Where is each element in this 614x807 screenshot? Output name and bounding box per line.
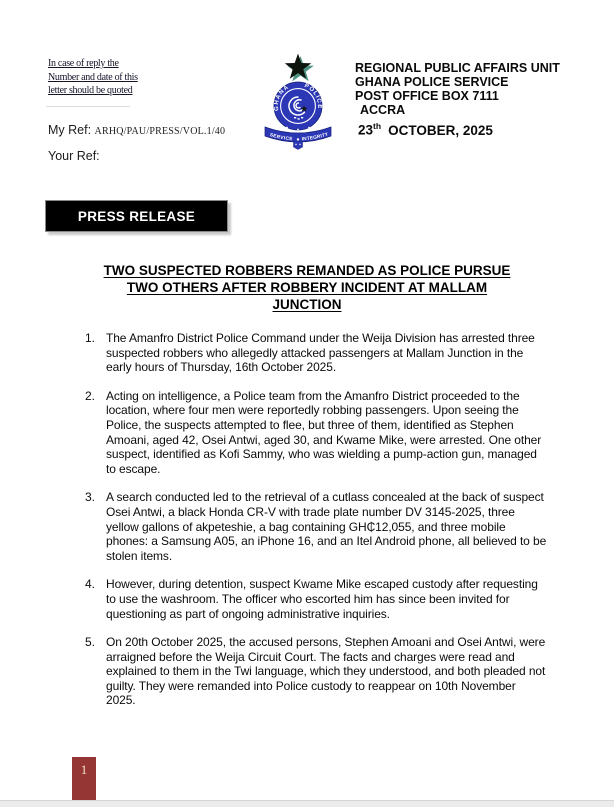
ring-dot (286, 127, 288, 129)
list-item (85, 577, 547, 621)
ribbon-tab (294, 141, 303, 150)
divider (46, 106, 130, 107)
unit-line: ACCRA (360, 103, 406, 117)
reply-note (48, 57, 138, 98)
ring-text-left: GHANA (273, 84, 291, 112)
my-ref-value: ARHQ/PAU/PRESS/VOL.1/40 (94, 126, 226, 137)
paragraph-text: A search conducted led to the retrieval of a cutlass concealed at the back of suspect Osei Antwi, a black Honda CR-V with trade plate number DV 3145-2025, three yellow gallons of akpeteshie, a bag containing GH₵12,055, and three mobile phones: a Samsung A05, an iPhone 16, and an Itel Android phone, all believed to be stolen items. (106, 490, 547, 563)
paragraph-text: On 20th October 2025, the accused persons, Stephen Amoani and Osei Antwi, were arraigned before the Weija Circuit Court. The facts and charges were read and explained to them in the Twi language, which they understood, and both pleaded not guilty. They were remanded into Police custody to reappear on 10th November 2025. (106, 635, 546, 708)
title-line: TWO OTHERS AFTER ROBBERY INCIDENT AT MALLAM (126, 280, 488, 295)
emblem-mark (298, 118, 300, 119)
unit-line: POST OFFICE BOX 7111 (355, 89, 499, 103)
list-item (85, 389, 547, 477)
paragraph-text: Acting on intelligence, a Police team from the Amanfro District proceeded to the location, where four men were reportedly robbing passengers. Upon seeing the Police, the suspects attempted to flee, but three of them, identified as Stephen Amoani, aged 42, Osei Antwi, aged 30, and Kwame Mike, were arrested. One other suspect, identified as Kofi Sammy, who was wielding a pump-action gun, managed to escape. (106, 388, 542, 476)
my-ref-label: My Ref: (48, 123, 92, 137)
list-item (85, 635, 547, 708)
ring-dot (308, 127, 310, 129)
your-ref-line: Your Ref: (48, 149, 100, 163)
paragraph-text: However, during detention, suspect Kwame Mike escaped custody after requesting to use the washroom. The officer who escorted him has since been invited for questioning as part of ongoing administrative inquiries. (106, 577, 538, 621)
banner-text-left: SERVICE (268, 132, 294, 143)
title-line: TWO SUSPECTED ROBBERS REMANDED AS POLICE PURSUE (103, 263, 511, 278)
tab-mark (295, 144, 296, 145)
banner-text-right: INTEGRITY (301, 132, 330, 143)
list-number: 1. (85, 331, 95, 345)
horizontal-scrollbar[interactable] (0, 800, 614, 807)
ghana-police-crest-logo (254, 51, 342, 151)
emblem-mark (294, 117, 296, 118)
crest-svg (254, 51, 342, 151)
date-day: 23 (358, 122, 374, 138)
list-number: 4. (85, 577, 95, 592)
ribbon-center-dot (297, 138, 299, 140)
title-line: JUNCTION (272, 297, 342, 312)
my-ref-line (48, 123, 225, 137)
list-number: 5. (85, 635, 95, 650)
reply-note-line: Number and date of this (48, 71, 138, 83)
list-item (85, 331, 547, 375)
date-rest: OCTOBER, 2025 (388, 122, 493, 138)
date-line (358, 121, 493, 138)
unit-line: GHANA POLICE SERVICE (355, 75, 509, 89)
unit-address-block (355, 61, 560, 117)
press-release-banner (45, 200, 228, 232)
unit-line: REGIONAL PUBLIC AFFAIRS UNIT (355, 61, 560, 75)
body-text (85, 331, 547, 722)
ring-dot (297, 129, 299, 131)
reply-note-line: In case of reply the (48, 58, 119, 69)
list-number: 3. (85, 490, 95, 505)
reply-note-line: letter should be quoted (48, 85, 133, 96)
page-number-badge: 1 (72, 757, 96, 802)
list-item (85, 490, 547, 563)
emblem-mark (301, 117, 303, 118)
tab-mark (299, 144, 300, 145)
document-title (0, 262, 614, 313)
press-release-label: PRESS RELEASE (77, 208, 196, 224)
paragraph-text: The Amanfro District Police Command under the Weija Division has arrested three suspected robbers who allegedly attacked passengers at Mallam Junction in the early hours of Thursday, 16th October 2025. (106, 331, 535, 375)
list-number: 2. (85, 388, 95, 403)
ring-text-right: POLICE (303, 83, 323, 110)
date-suffix: th (373, 121, 382, 131)
